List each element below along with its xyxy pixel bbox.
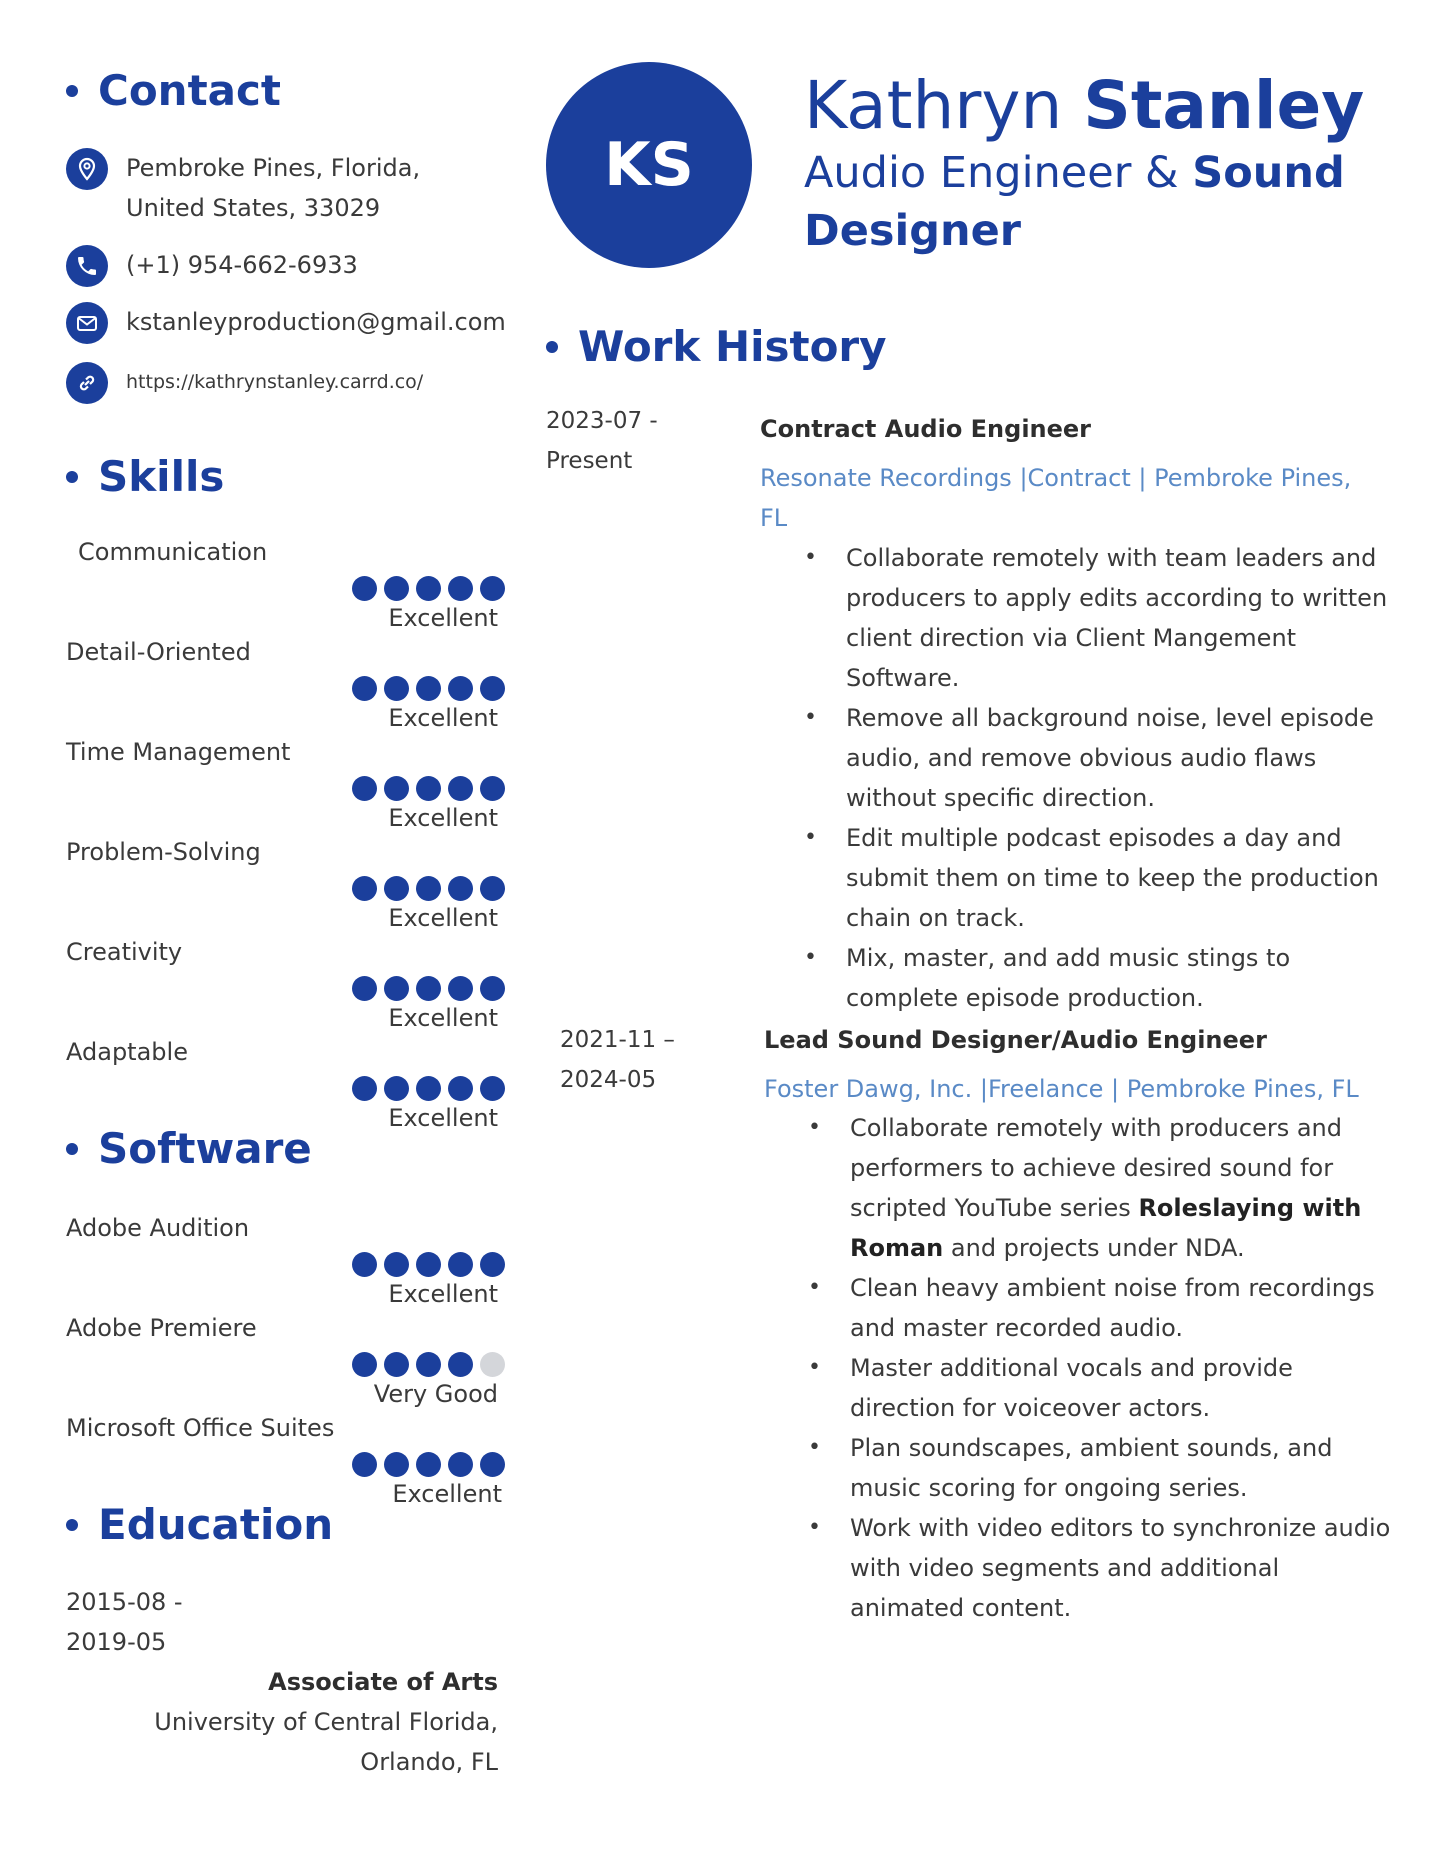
rating-dot — [480, 1452, 505, 1477]
education-location: Orlando, FL — [360, 1748, 498, 1776]
rating-dots — [352, 876, 512, 901]
rating-name: Communication — [78, 538, 268, 566]
rating-level: Excellent — [388, 804, 498, 832]
rating-dots — [352, 976, 512, 1001]
rating-name: Detail-Oriented — [66, 638, 251, 666]
education-heading: Education — [66, 1500, 333, 1549]
bullet-dot — [546, 341, 558, 353]
rating-level: Excellent — [388, 904, 498, 932]
bullet-dot — [66, 1519, 78, 1531]
rating-dots — [352, 1352, 512, 1377]
rating-name: Adobe Premiere — [66, 1314, 257, 1342]
phone-icon — [66, 245, 108, 287]
email-text: kstanleyproduction@gmail.com — [126, 308, 506, 336]
rating-dot — [352, 1352, 377, 1377]
rating-level: Excellent — [388, 1104, 498, 1132]
rating-dot — [416, 776, 441, 801]
job-company: Resonate Recordings |Contract | Pembroke Pines, FL — [760, 464, 1352, 532]
rating-name: Creativity — [66, 938, 183, 966]
bullet-dot — [66, 1143, 78, 1155]
rating-dot — [480, 776, 505, 801]
job-role: Contract Audio Engineer — [760, 415, 1092, 443]
rating-dots — [352, 776, 512, 801]
rating-dot — [416, 1252, 441, 1277]
rating-dot — [448, 876, 473, 901]
rating-dots — [352, 1076, 512, 1101]
rating-dot — [448, 1352, 473, 1377]
education-school: University of Central Florida, — [154, 1708, 498, 1736]
rating-dot — [352, 676, 377, 701]
rating-dot — [448, 1252, 473, 1277]
rating-dot — [352, 576, 377, 601]
rating-dot — [480, 676, 505, 701]
rating-dot — [384, 576, 409, 601]
rating-dot — [448, 576, 473, 601]
list-item: • Clean heavy ambient noise from recordings and master recorded audio. — [808, 1268, 1392, 1348]
rating-dot — [416, 1452, 441, 1477]
rating-dot — [352, 776, 377, 801]
rating-dot — [352, 1076, 377, 1101]
rating-dot — [448, 976, 473, 1001]
rating-dot — [416, 976, 441, 1001]
link-icon — [66, 362, 108, 404]
software-heading: Software — [66, 1124, 312, 1173]
rating-name: Microsoft Office Suites — [66, 1414, 335, 1442]
bullet-dot — [66, 85, 78, 97]
rating-dot — [384, 1252, 409, 1277]
contact-website[interactable] — [66, 362, 423, 404]
rating-dot — [448, 1452, 473, 1477]
rating-dot — [384, 1452, 409, 1477]
skills-heading: Skills — [66, 452, 224, 501]
rating-level: Excellent — [392, 1480, 502, 1508]
list-item: • Work with video editors to synchronize audio with video segments and additional animated content. — [808, 1508, 1392, 1628]
rating-level: Very Good — [373, 1380, 498, 1408]
location-pin-icon — [66, 148, 108, 190]
rating-dots — [352, 1452, 512, 1477]
rating-dot — [480, 976, 505, 1001]
candidate-name: Kathryn Stanley — [804, 67, 1365, 144]
rating-dot — [416, 1352, 441, 1377]
rating-dot — [416, 876, 441, 901]
candidate-title: Audio Engineer & Sound Designer — [804, 148, 1345, 256]
rating-dot — [384, 1352, 409, 1377]
bullet-dot — [66, 471, 78, 483]
list-item: • Edit multiple podcast episodes a day and submit them on time to keep the production chain on track. — [804, 818, 1392, 938]
rating-dot — [480, 1076, 505, 1101]
contact-heading: Contact — [66, 66, 281, 115]
contact-address — [66, 148, 420, 228]
website-text: https://kathrynstanley.carrd.co/ — [126, 371, 424, 393]
rating-dot — [416, 1076, 441, 1101]
education-date: 2015-08 - 2019-05 — [66, 1588, 183, 1656]
list-item: • Collaborate remotely with team leaders and producers to apply edits according to written client direction via Client Mangement Software. — [804, 538, 1392, 698]
address-line2: United States, 33029 — [126, 194, 381, 222]
rating-dot — [448, 1076, 473, 1101]
rating-dot — [416, 576, 441, 601]
job-bullets — [808, 1108, 1392, 1628]
rating-dot — [352, 976, 377, 1001]
rating-dot — [480, 1352, 505, 1377]
rating-dot — [352, 876, 377, 901]
rating-dots — [352, 676, 512, 701]
rating-name: Problem-Solving — [66, 838, 261, 866]
rating-dot — [352, 1252, 377, 1277]
rating-dot — [416, 676, 441, 701]
rating-dots — [352, 1252, 512, 1277]
contact-email[interactable] — [66, 302, 506, 344]
address-line1: Pembroke Pines, Florida, — [126, 154, 421, 182]
rating-dot — [480, 1252, 505, 1277]
phone-text: (+1) 954-662-6933 — [126, 251, 358, 279]
rating-level: Excellent — [388, 604, 498, 632]
envelope-icon — [66, 302, 108, 344]
contact-phone[interactable] — [66, 245, 358, 287]
rating-dot — [480, 576, 505, 601]
rating-dot — [384, 676, 409, 701]
rating-dots — [352, 576, 512, 601]
rating-name: Adobe Audition — [66, 1214, 250, 1242]
list-item: • Master additional vocals and provide direction for voiceover actors. — [808, 1348, 1392, 1428]
education-degree: Associate of Arts — [268, 1668, 498, 1696]
rating-name: Time Management — [66, 738, 291, 766]
rating-dot — [384, 876, 409, 901]
job-bullets — [804, 538, 1392, 1018]
rating-level: Excellent — [388, 1280, 498, 1308]
rating-level: Excellent — [388, 704, 498, 732]
rating-dot — [384, 776, 409, 801]
rating-dot — [448, 776, 473, 801]
rating-dot — [352, 1452, 377, 1477]
list-item: • Remove all background noise, level episode audio, and remove obvious audio flaws without specific direction. — [804, 698, 1392, 818]
rating-dot — [448, 676, 473, 701]
job-date: 2021-11 – 2024-05 — [560, 1027, 675, 1093]
list-item: • Mix, master, and add music stings to complete episode production. — [804, 938, 1392, 1018]
rating-dot — [384, 1076, 409, 1101]
rating-dot — [480, 876, 505, 901]
list-item: • Plan soundscapes, ambient sounds, and music scoring for ongoing series. — [808, 1428, 1392, 1508]
job-company: Foster Dawg, Inc. |Freelance | Pembroke Pines, FL — [764, 1075, 1359, 1103]
rating-level: Excellent — [388, 1004, 498, 1032]
job-date: 2023-07 - Present — [546, 408, 658, 474]
work-history-heading: Work History — [546, 322, 887, 371]
job-role: Lead Sound Designer/Audio Engineer — [764, 1026, 1267, 1054]
rating-dot — [384, 976, 409, 1001]
list-item: • Collaborate remotely with producers and performers to achieve desired sound for scripted YouTube series Roleslaying with Roman and projects under NDA. — [808, 1108, 1392, 1268]
rating-name: Adaptable — [66, 1038, 188, 1066]
avatar: KS — [546, 62, 752, 268]
